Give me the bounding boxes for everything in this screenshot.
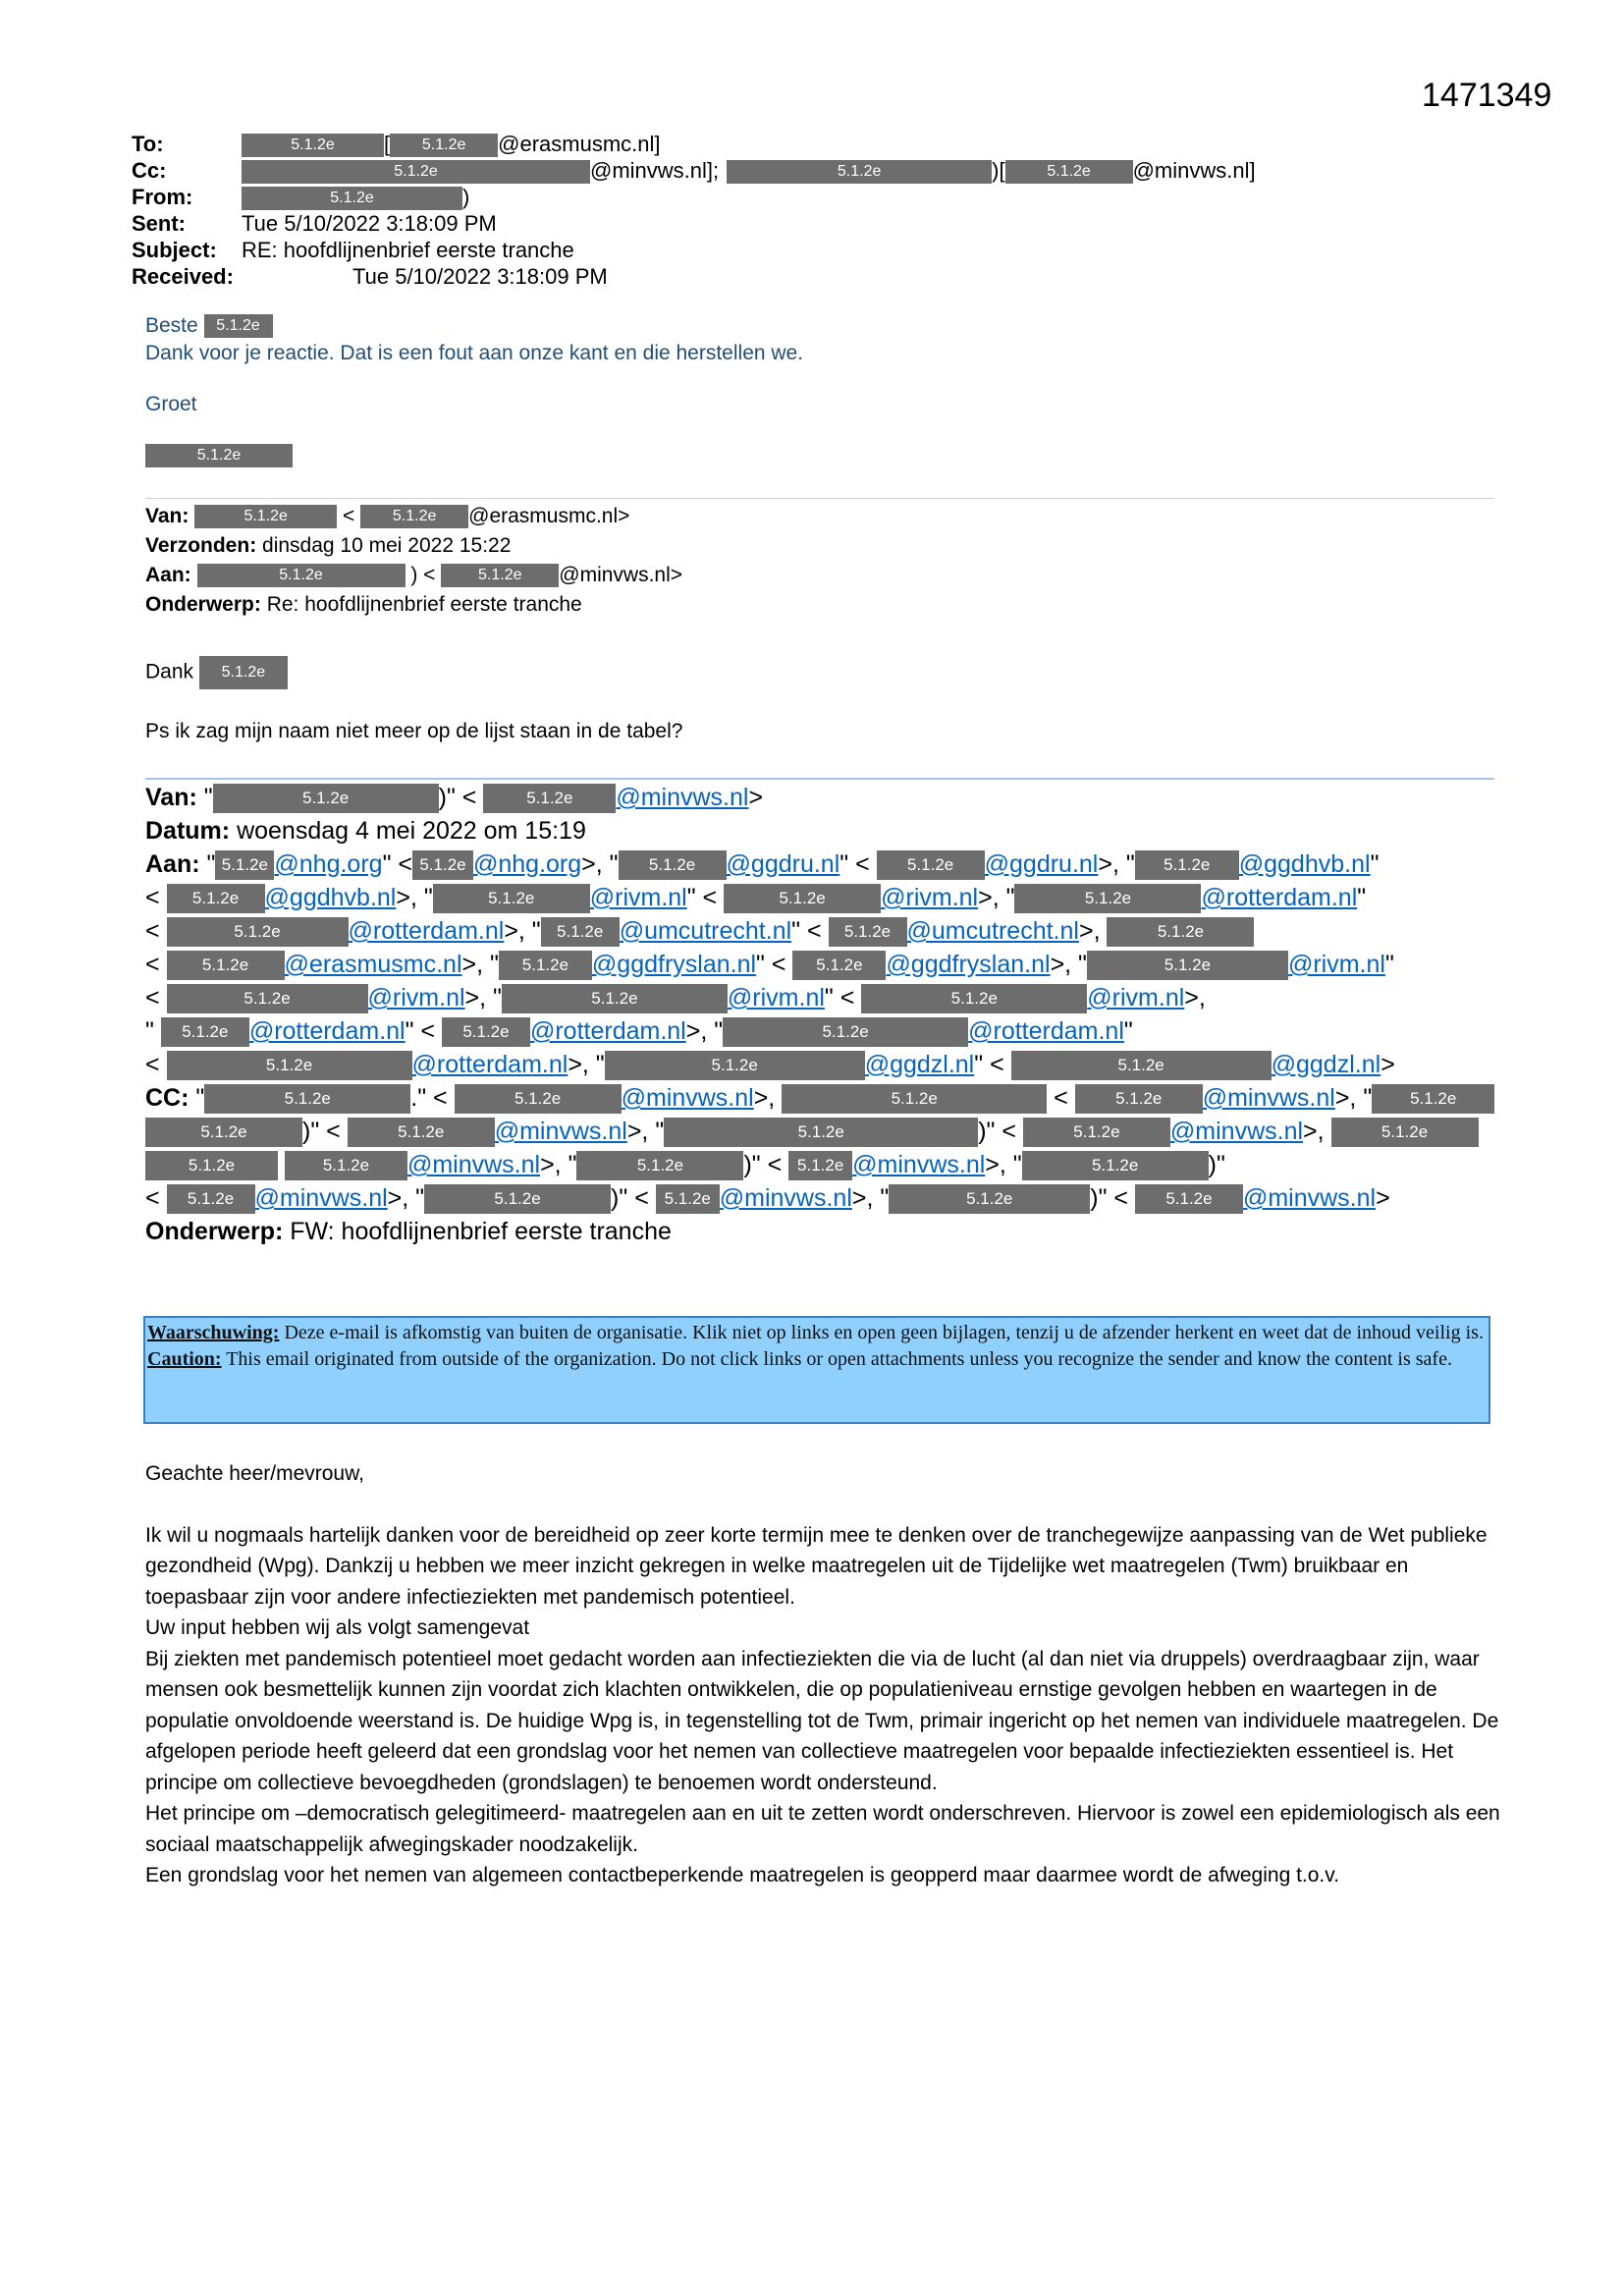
redaction: 5.1.2e [197, 564, 406, 587]
redaction: 5.1.2e [285, 1151, 407, 1180]
redaction: 5.1.2e [502, 984, 728, 1013]
quoted2-van: Van: " 5.1.2e )" < 5.1.2e @minvws.nl> [145, 781, 1500, 814]
subject-row [132, 237, 1256, 263]
quoted2-aan-line: Aan: " 5.1.2e @nhg.org" < 5.1.2e @nhg.org>, " 5.1.2e @ggdru.nl" < 5.1.2e @ggdru.nl>, " 5.1.2e @ggdhvb.nl" [145, 847, 1500, 881]
subject-label: Subject: [132, 238, 217, 262]
cc-domain: @minvws.nl]; [590, 158, 720, 183]
warning-text-nl: Deze e-mail is afkomstig van buiten de organisatie. Klik niet op links en open geen bijlagen, tenzij u de afzender herkent en weet dat de inhoud veilig is. [279, 1322, 1484, 1343]
email-link[interactable]: @minvws.nl [1169, 1118, 1304, 1145]
email-link[interactable]: @nhg.org [274, 850, 383, 878]
email-link[interactable]: @minvws.nl [719, 1184, 852, 1212]
email-link[interactable]: @rivm.nl [881, 884, 979, 911]
redaction: 5.1.2e [145, 444, 293, 467]
from-row: From: 5.1.2e ) [132, 185, 470, 209]
quoted2-aan-line: < 5.1.2e @ggdhvb.nl>, " 5.1.2e @rivm.nl" < 5.1.2e @rivm.nl>, " 5.1.2e @rotterdam.nl" [145, 881, 1500, 914]
redaction: 5.1.2e [499, 951, 592, 980]
email-link[interactable]: @rotterdam.nl [411, 1051, 568, 1078]
to-domain: @erasmusmc.nl] [498, 132, 661, 156]
email-link[interactable]: @nhg.org [472, 850, 582, 878]
redaction: 5.1.2e [242, 187, 462, 210]
redaction: 5.1.2e [442, 1017, 530, 1047]
email-link[interactable]: @rivm.nl [589, 884, 687, 911]
email-link[interactable]: @ggdzl.nl [1271, 1051, 1381, 1078]
redaction: 5.1.2e [576, 1151, 743, 1180]
email-link[interactable]: @ggdru.nl [984, 850, 1099, 878]
quoted2-aan-line: < 5.1.2e @rotterdam.nl>, " 5.1.2e @ggdzl.nl" < 5.1.2e @ggdzl.nl> [145, 1048, 1500, 1081]
received-value: Tue 5/10/2022 3:18:09 PM [352, 264, 608, 289]
quoted1-dank: Dank 5.1.2e [145, 656, 288, 689]
sent-row [132, 210, 1256, 237]
redaction: 5.1.2e [204, 1084, 410, 1114]
warning-text-en: This email originated from outside of the organization. Do not click links or open attachments unless you recognize the sender and know the content is safe. [221, 1348, 1452, 1370]
email-link[interactable]: @rotterdam.nl [529, 1017, 686, 1045]
quoted2-cc-line: 5.1.2e )" < 5.1.2e @minvws.nl>, " 5.1.2e )" < 5.1.2e @minvws.nl>, 5.1.2e [145, 1115, 1500, 1148]
redaction: 5.1.2e [390, 134, 498, 157]
redaction: 5.1.2e [145, 1118, 302, 1147]
email-link[interactable]: @umcutrecht.nl [906, 917, 1079, 945]
redaction: 5.1.2e [788, 1151, 852, 1180]
redaction: 5.1.2e [619, 850, 727, 880]
quoted2-aan-line: < 5.1.2e @erasmusmc.nl>, " 5.1.2e @ggdfryslan.nl" < 5.1.2e @ggdfryslan.nl>, " 5.1.2e @rivm.nl" [145, 948, 1500, 981]
redaction: 5.1.2e [167, 951, 285, 980]
reply-greeting: Beste 5.1.2e [145, 312, 273, 340]
redaction: 5.1.2e [360, 505, 468, 528]
warning-label-en: Caution: [147, 1348, 222, 1370]
redaction: 5.1.2e [656, 1184, 720, 1214]
quoted2-onderwerp: Onderwerp: FW: hoofdlijnenbrief eerste tranche [145, 1218, 672, 1245]
redaction: 5.1.2e [167, 917, 349, 947]
email-link[interactable]: @umcutrecht.nl [619, 917, 792, 945]
redaction: 5.1.2e [605, 1051, 865, 1080]
redaction: 5.1.2e [161, 1017, 249, 1047]
paragraph: Bij ziekten met pandemisch potentieel moet gedacht worden aan infectieziekten die via de lucht (al dan niet via druppels) overdraagbaar zijn, waar mensen ook besmettelijk kunnen zijn voordat zich klachten ontwikkelen, die op populatieniveau ernstige gevolgen hebben en waartegen in de populatie onvoldoende weerstand is. De huidige Wpg is, in tegenstelling tot de Twm, primair ingericht op het nemen van individuele maatregelen. De afgelopen periode heeft geleerd dat een grondslag voor het nemen van collectieve maatregelen voor bepaalde infectieziekten essentieel is. Het principe om collectieve bevoegdheden (grondslagen) te benoemen wordt ondersteund. [145, 1647, 1499, 1794]
redaction: 5.1.2e [441, 564, 559, 587]
redaction: 5.1.2e [861, 984, 1087, 1013]
email-link[interactable]: @minvws.nl [254, 1184, 388, 1212]
redaction: 5.1.2e [829, 917, 907, 947]
quoted1-van: Van: 5.1.2e < 5.1.2e @erasmusmc.nl> [145, 505, 630, 527]
cc-row: Cc: 5.1.2e @minvws.nl]; 5.1.2e )[ 5.1.2e @minvws.nl] [132, 158, 1256, 183]
quoted2-cc-line: < 5.1.2e @minvws.nl>, " 5.1.2e )" < 5.1.2e @minvws.nl>, " 5.1.2e )" < 5.1.2e @minvws.nl> [145, 1181, 1500, 1215]
redaction: 5.1.2e [167, 884, 265, 913]
sent-label: Sent: [132, 211, 186, 236]
email-link[interactable]: @minvws.nl [621, 1084, 754, 1112]
email-link[interactable]: @minvws.nl [852, 1151, 986, 1178]
email-link[interactable]: @ggdfryslan.nl [886, 951, 1051, 978]
document-number: 1471349 [1422, 77, 1552, 114]
redaction: 5.1.2e [433, 884, 590, 913]
redaction: 5.1.2e [1135, 850, 1239, 880]
redaction: 5.1.2e [1022, 1151, 1209, 1180]
redaction: 5.1.2e [412, 850, 473, 880]
quoted2-aan-line: " 5.1.2e @rotterdam.nl" < 5.1.2e @rotterdam.nl>, " 5.1.2e @rotterdam.nl" [145, 1014, 1500, 1048]
redaction: 5.1.2e [348, 1118, 495, 1147]
redaction: 5.1.2e [541, 917, 620, 947]
cc-domain: @minvws.nl] [1132, 158, 1256, 183]
email-link[interactable]: @minvws.nl [616, 784, 749, 811]
reply-message: Dank voor je reactie. Dat is een fout aan onze kant en die herstellen we. [145, 342, 804, 364]
redaction: 5.1.2e [167, 984, 368, 1013]
external-warning-banner [143, 1316, 1490, 1424]
redaction: 5.1.2e [724, 884, 881, 913]
email-link[interactable]: @rivm.nl [1287, 951, 1385, 978]
redaction: 5.1.2e [1135, 1184, 1243, 1214]
redaction: 5.1.2e [1011, 1051, 1272, 1080]
quoted1-verzonden: Verzonden: dinsdag 10 mei 2022 15:22 [145, 534, 512, 557]
email-link[interactable]: @rotterdam.nl [968, 1017, 1124, 1045]
cc-label: Cc: [132, 158, 167, 183]
email-link[interactable]: @ggdru.nl [726, 850, 840, 878]
redaction: 5.1.2e [213, 784, 439, 813]
email-link[interactable]: @rivm.nl [1087, 984, 1185, 1011]
redaction: 5.1.2e [782, 1084, 1047, 1114]
quoted2-aan-line: < 5.1.2e @rivm.nl>, " 5.1.2e @rivm.nl" < 5.1.2e @rivm.nl>, [145, 981, 1500, 1014]
redaction: 5.1.2e [1005, 160, 1133, 184]
salutation: Geachte heer/mevrouw, [145, 1462, 364, 1485]
quoted2-aan-line: < 5.1.2e @rotterdam.nl>, " 5.1.2e @umcutrecht.nl" < 5.1.2e @umcutrecht.nl>, 5.1.2e [145, 914, 1500, 948]
letter-body [145, 1458, 1500, 1891]
redaction: 5.1.2e [877, 850, 985, 880]
quoted1-onderwerp: Onderwerp: Re: hoofdlijnenbrief eerste tranche [145, 593, 582, 616]
email-link[interactable]: @minvws.nl [1202, 1084, 1335, 1112]
paragraph: Het principe om –democratisch gelegitimeerd- maatregelen aan en uit te zetten wordt onderschreven. Hiervoor is zowel een epidemiologisch als een sociaal maatschappelijk afwegingskader noodzakelijk. [145, 1802, 1500, 1856]
to-row: To: 5.1.2e [ 5.1.2e @erasmusmc.nl] [132, 132, 661, 156]
email-link[interactable]: @minvws.nl [406, 1151, 541, 1178]
redaction: 5.1.2e [889, 1184, 1090, 1214]
subject-value: RE: hoofdlijnenbrief eerste tranche [242, 238, 574, 262]
email-link[interactable]: @rotterdam.nl [1201, 884, 1358, 911]
redaction: 5.1.2e [1023, 1118, 1170, 1147]
redaction: 5.1.2e [1075, 1084, 1203, 1114]
quoted1-aan: Aan: 5.1.2e ) < 5.1.2e @minvws.nl> [145, 564, 683, 586]
redaction: 5.1.2e [145, 1151, 278, 1180]
separator [145, 778, 1494, 780]
reply-closing: Groet [145, 393, 197, 415]
quoted2-datum: Datum: woensdag 4 mei 2022 om 15:19 [145, 817, 586, 845]
quoted1-ps: Ps ik zag mijn naam niet meer op de lijst staan in de tabel? [145, 720, 683, 742]
email-link[interactable]: @minvws.nl [1242, 1184, 1377, 1212]
email-link[interactable]: @rivm.nl [727, 984, 825, 1011]
redaction: 5.1.2e [194, 505, 337, 528]
paragraph: Uw input hebben wij als volgt samengevat [145, 1616, 530, 1639]
reply-signature [145, 444, 293, 467]
quoted2-cc-line: CC: " 5.1.2e ." < 5.1.2e @minvws.nl>, 5.1.2e < 5.1.2e @minvws.nl>, " 5.1.2e [145, 1081, 1500, 1115]
redaction: 5.1.2e [483, 784, 616, 813]
separator [145, 498, 1494, 499]
sent-value: Tue 5/10/2022 3:18:09 PM [242, 211, 497, 236]
paragraph: Een grondslag voor het nemen van algemeen contactbeperkende maatregelen is geopperd maar daarmee wordt de afweging t.o.v. [145, 1864, 1340, 1886]
redaction: 5.1.2e [664, 1118, 978, 1147]
received-label: Received: [132, 264, 234, 289]
redaction: 5.1.2e [167, 1184, 255, 1214]
email-link[interactable]: @ggdhvb.nl [264, 884, 397, 911]
redaction: 5.1.2e [242, 160, 590, 184]
redaction: 5.1.2e [455, 1084, 622, 1114]
from-label: From: [132, 185, 193, 209]
redaction: 5.1.2e [723, 1017, 968, 1047]
email-link[interactable]: @rivm.nl [367, 984, 465, 1011]
redaction: 5.1.2e [727, 160, 992, 184]
email-link[interactable]: @minvws.nl [494, 1118, 627, 1145]
redaction: 5.1.2e [792, 951, 886, 980]
email-link[interactable]: @ggdzl.nl [864, 1051, 975, 1078]
redaction: 5.1.2e [242, 134, 384, 157]
redaction: 5.1.2e [167, 1051, 412, 1080]
redaction: 5.1.2e [199, 656, 288, 689]
redaction: 5.1.2e [1331, 1118, 1479, 1147]
email-link[interactable]: @ggdhvb.nl [1238, 850, 1371, 878]
warning-label-nl: Waarschuwing: [147, 1322, 280, 1343]
to-label: To: [132, 132, 164, 156]
redaction: 5.1.2e [1087, 951, 1288, 980]
email-link[interactable]: @rotterdam.nl [248, 1017, 406, 1045]
quoted2-header [145, 781, 1500, 1248]
email-link[interactable]: @rotterdam.nl [348, 917, 505, 945]
redaction: 5.1.2e [1107, 917, 1254, 947]
quoted2-cc-line: 5.1.2e 5.1.2e @minvws.nl>, " 5.1.2e )" < 5.1.2e @minvws.nl>, " 5.1.2e )" [145, 1148, 1500, 1181]
redaction: 5.1.2e [1014, 884, 1201, 913]
received-row [132, 263, 1256, 290]
redaction: 5.1.2e [204, 314, 273, 338]
email-header [132, 131, 1256, 290]
paragraph: Ik wil u nogmaals hartelijk danken voor de bereidheid op zeer korte termijn mee te denken over de tranchegewijze aanpassing van de Wet publieke gezondheid (Wpg). Dankzij u hebben we meer inzicht gekregen in welke maatregelen uit de Tijdelijke wet maatregelen (Twm) bruikbaar en toepasbaar zijn voor andere infectieziekten met pandemisch potentieel. [145, 1523, 1488, 1609]
redaction: 5.1.2e [424, 1184, 611, 1214]
email-link[interactable]: @erasmusmc.nl [284, 951, 462, 978]
email-link[interactable]: @ggdfryslan.nl [591, 951, 757, 978]
redaction: 5.1.2e [1372, 1084, 1494, 1114]
redaction: 5.1.2e [215, 850, 274, 880]
